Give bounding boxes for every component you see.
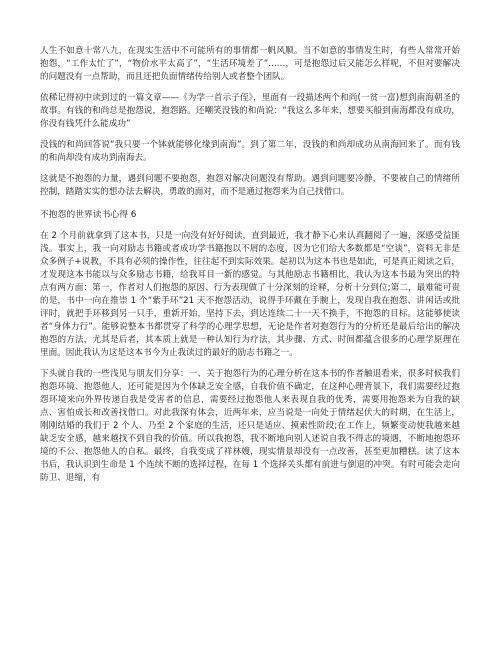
paragraph-intro: 人生不如意十常八九，在现实生活中不可能所有的事情都一帆风顺。当不如意的事情发生时，有些人常常开始抱怨，“工作太忙了”，“物价水平太高了”，“生活环境差了”……，可是抱怨过后又能怎么样呢，不但对要解决的问题没有一点帮助，而且还把负面情绪传给别人或者整个团队。 [40,46,460,82]
paragraph-monk-answer: 没钱的和尚回答说“我只要一个钵就能够化缘到南海”。到了第二年，没钱的和尚却成功从南海回来了。而有钱的和尚却没有成功到南海去。 [40,140,460,163]
section-heading: 不抱怨的世界读书心得 6 [40,210,137,220]
paragraph-analysis: 下头就自我的一些浅见与朋友们分享：一、关于抱怨行为的心理分析在这本书的作者触退看来，很多时候我们抱怨环境、抱怨他人，还可能是因为个体缺乏安全感，自我价值不确定，在这种心理背景下，我们需要经过抱怨环境来向外界传递自我是受害者的信息，需要经过抱怨他人来表现自我的优秀，需要用抱怨来为自我的缺点、害怕成长和改善找借口。对此我深有体会，近两年来，应当说是一向处于情绪起伏大的时期，在生活上，刚刚结婚的我们于 2 个人、乃至 2 个家庭的生活，还只是适应、摸索性阶段;在工作上，频繁变动使我越来越缺乏安全感，越来越找不到自我的价值。所以我抱怨，我不断地向别人述说自我不得志的境遇，不断地抱怨环境的不公、抱怨他人的自私。最终，自我变成了祥林嫂，现实情景却没有一点改善，甚至更加糟糕。读了这本书后，我认识到生命是 1 个连续不断的选择过程，在每 1 个选择关头都有前进与倒退的冲突。有时可能会走向防卫、退缩，有 [40,369,460,483]
paragraph-reading-notes: 在 2 个月前就拿到了这本书，只是一向没有好好阅读，直到最近，我才静下心来认真翻阅了一遍，深感受益匪浅。事实上，我一向对励志书籍或者成功学书籍抱以不屑的态度，因为它们给大多数都是“空谈”，资料无非是众多例子+说教，不具有必须的操作性，往往起不到实际效果。起初以为这本书也是如此，可是真正阅读之后，才发现这本书能以与众多励志书籍，给我耳目一新的感觉。与其他励志书籍相比，我认为这本书最为突出的特点有两方面：第一，作者对人们抱怨的原因、行为表现做了十分深刻的诠释，分析十分到位;第二，最难能可贵的是，书中一向在推崇 1 个“紫手环”21 天不抱怨活动，说得手环戴在手腕上，发现自我在抱怨、讲闲话或批评时，就把手环移到另一只手，重新开始，坚持下去，到达连续二十一天不换手，不抱怨的目标。这能够使读者“身体力行”。能够说整本书都贯穿了科学的心理学思想，无论是作者对抱怨行为的分析还是最后给出的解决抱怨的方法，尤其是后者，其本质上就是一种认知行为疗法，其步骤、方式、时间都蕴含很多的心理学原理在里面。因此我认为这是这本书今为止我读过的最好的励志书籍之一。 [40,231,460,358]
paragraph-monk-story: 依稀记得初中读到过的一篇文章——《为学一首示子侄》，里面有一段描述两个和尚(一贫一富)想到南海朝圣的故事。有钱的和尚总是抱怨说，抱怨路。还嘲笑没钱的和尚说：“我这么多年来，想要买船到南海都没有成功，你没有钱凭什么能成功” [40,93,460,129]
paragraph-conclusion: 这就是不抱怨的力量，遇到问题不要抱怨，抱怨对解决问题没有帮助。遇到问题要冷静，不要被自己的情绪所控制，踏踏实实的想办法去解决，勇敢的面对，而不是通过抱怨来为自己找借口。 [40,174,460,197]
